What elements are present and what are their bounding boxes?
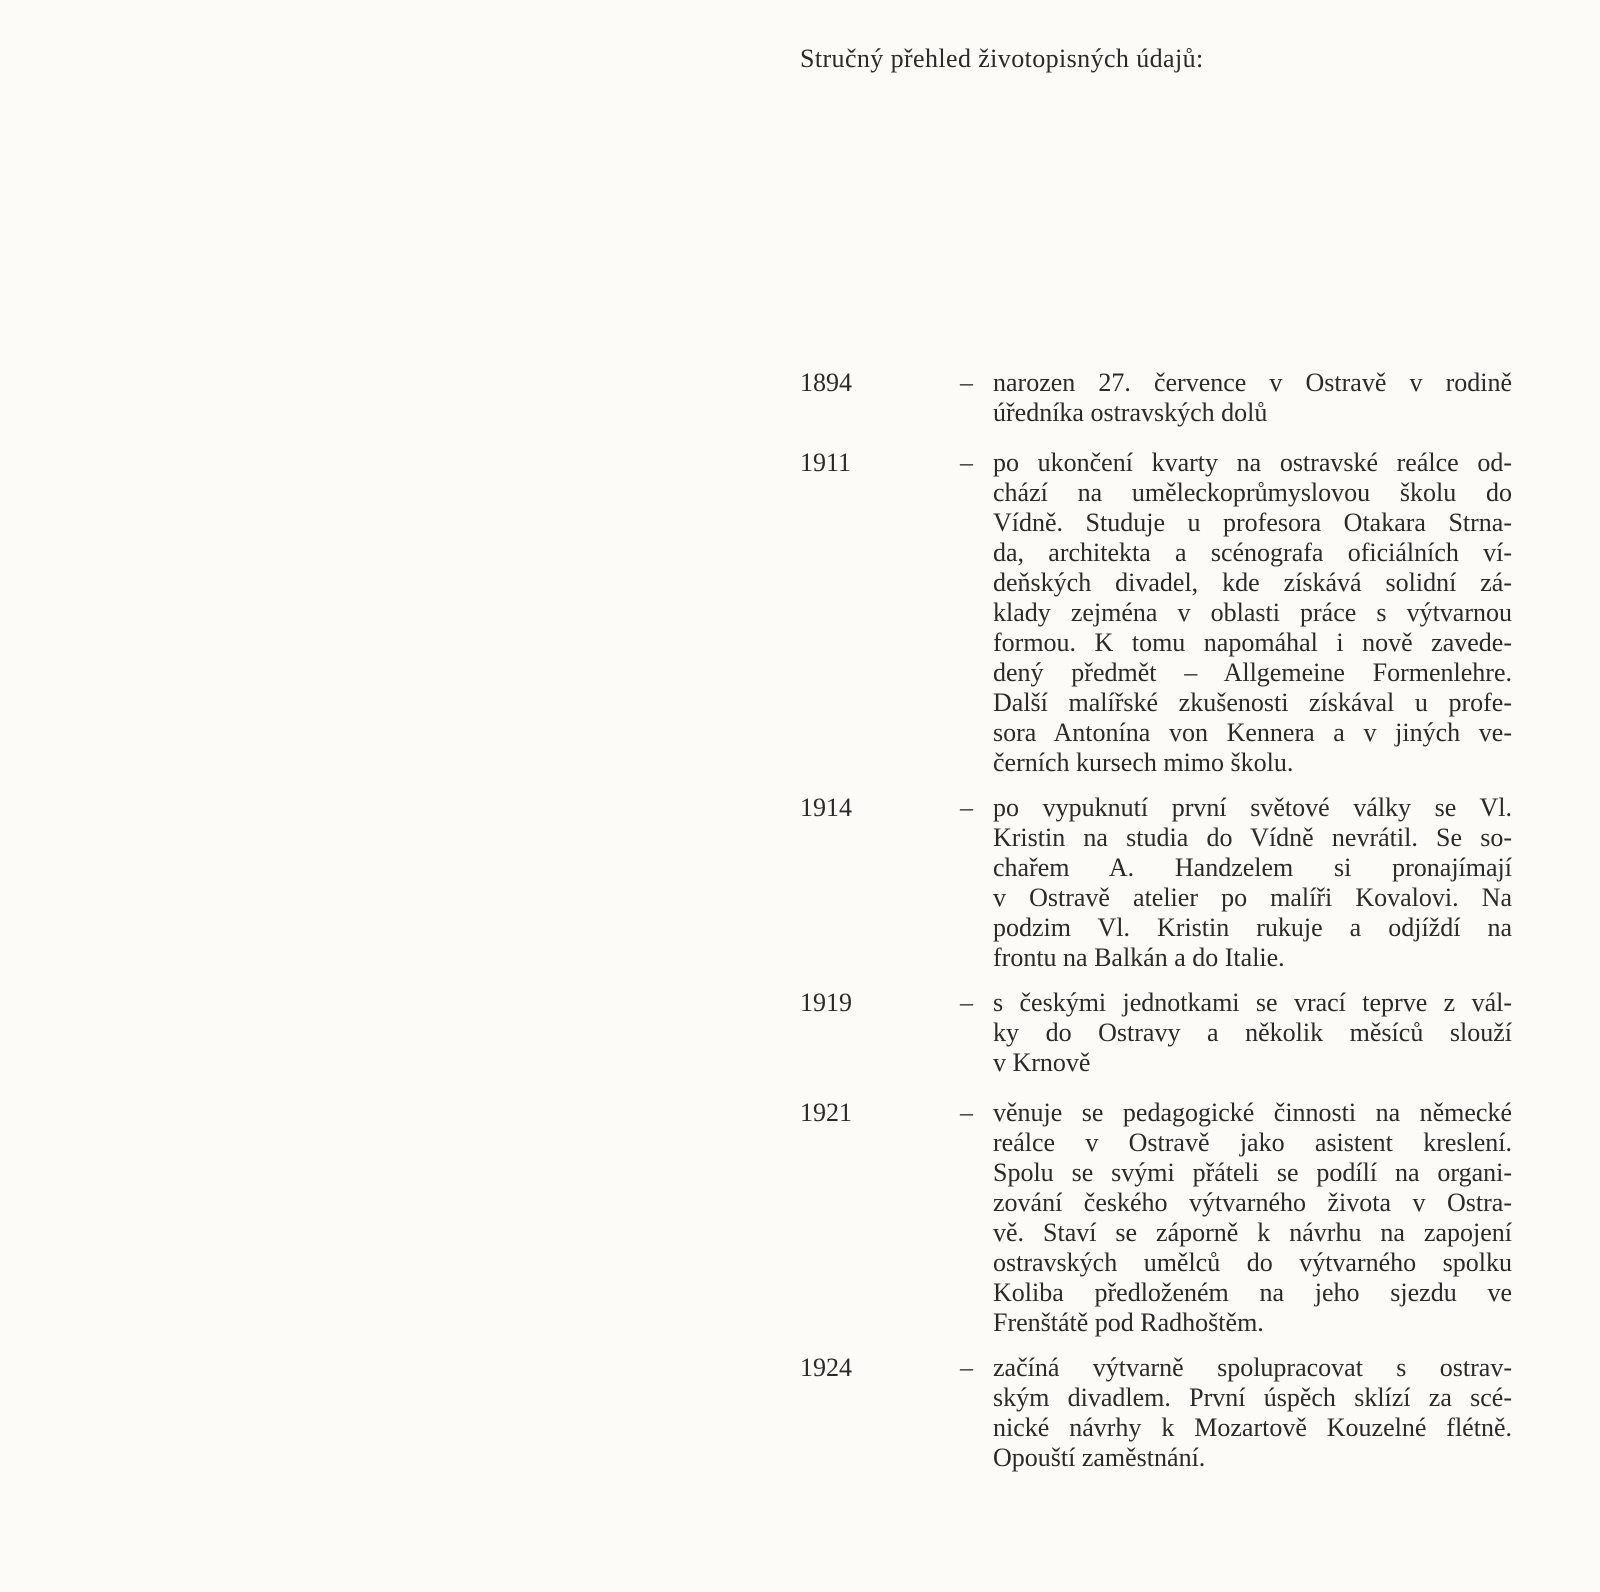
text-line: začíná výtvarně spolupracovat s ostrav- bbox=[993, 1353, 1512, 1382]
text-line: Koliba předloženém na jeho sjezdu ve bbox=[993, 1278, 1512, 1307]
text-line: Spolu se svými přáteli se podílí na organi- bbox=[993, 1158, 1512, 1187]
text-line: v Krnově bbox=[993, 1048, 1091, 1077]
text-line: chařem A. Handzelem si pronajímají bbox=[993, 853, 1512, 882]
entry-year: 1921 bbox=[800, 1098, 852, 1127]
entry-text bbox=[993, 368, 1512, 428]
text-line: podzim Vl. Kristin rukuje a odjíždí na bbox=[993, 913, 1512, 942]
text-line: narozen 27. července v Ostravě v rodině bbox=[993, 368, 1512, 397]
entry-year: 1919 bbox=[800, 988, 852, 1017]
text-line: reálce v Ostravě jako asistent kreslení. bbox=[993, 1128, 1512, 1157]
text-line: nické návrhy k Mozartově Kouzelné flétně. bbox=[993, 1413, 1512, 1442]
entry-dash: – bbox=[960, 1098, 973, 1127]
text-line: černích kursech mimo školu. bbox=[993, 748, 1294, 777]
text-line: Vídně. Studuje u profesora Otakara Strna- bbox=[993, 508, 1512, 537]
entry-text bbox=[993, 793, 1512, 973]
entry-text bbox=[993, 448, 1512, 778]
text-line: zování českého výtvarného života v Ostra- bbox=[993, 1188, 1512, 1217]
entry-text bbox=[993, 1098, 1512, 1338]
entry-dash: – bbox=[960, 988, 973, 1017]
text-line: chází na uměleckoprůmyslovou školu do bbox=[993, 478, 1512, 507]
text-line: ostravských umělců do výtvarného spolku bbox=[993, 1248, 1512, 1277]
entry-year: 1924 bbox=[800, 1353, 852, 1382]
entry-text bbox=[993, 1353, 1512, 1473]
entry-year: 1914 bbox=[800, 793, 852, 822]
text-line: klady zejména v oblasti práce s výtvarnou bbox=[993, 598, 1512, 627]
text-line: po vypuknutí první světové války se Vl. bbox=[993, 793, 1512, 822]
text-line: vě. Staví se záporně k návrhu na zapojení bbox=[993, 1218, 1512, 1247]
entry-dash: – bbox=[960, 1353, 973, 1382]
text-line: ským divadlem. První úspěch sklízí za scé- bbox=[993, 1383, 1512, 1412]
text-line: věnuje se pedagogické činnosti na německé bbox=[993, 1098, 1512, 1127]
text-line: da, architekta a scénografa oficiálních ví- bbox=[993, 538, 1512, 567]
text-line: s českými jednotkami se vrací teprve z vál- bbox=[993, 988, 1512, 1017]
text-line: Další malířské zkušenosti získával u profe- bbox=[993, 688, 1512, 717]
entry-dash: – bbox=[960, 368, 973, 397]
page-title: Stručný přehled životopisných údajů: bbox=[800, 44, 1204, 73]
text-line: deňských divadel, kde získává solidní zá- bbox=[993, 568, 1512, 597]
text-line: formou. K tomu napomáhal i nově zavede- bbox=[993, 628, 1512, 657]
entry-year: 1894 bbox=[800, 368, 852, 397]
text-line: v Ostravě atelier po malíři Kovalovi. Na bbox=[993, 883, 1512, 912]
text-line: dený předmět – Allgemeine Formenlehre. bbox=[993, 658, 1512, 687]
text-line: po ukončení kvarty na ostravské reálce od- bbox=[993, 448, 1512, 477]
text-line: Opouští zaměstnání. bbox=[993, 1443, 1206, 1472]
entry-dash: – bbox=[960, 793, 973, 822]
entry-text bbox=[993, 988, 1512, 1078]
entry-dash: – bbox=[960, 448, 973, 477]
text-line: sora Antonína von Kennera a v jiných ve- bbox=[993, 718, 1512, 747]
text-line: frontu na Balkán a do Italie. bbox=[993, 943, 1285, 972]
text-line: Kristin na studia do Vídně nevrátil. Se so- bbox=[993, 823, 1512, 852]
entry-year: 1911 bbox=[800, 448, 852, 477]
text-line: úředníka ostravských dolů bbox=[993, 398, 1268, 427]
text-line: Frenštátě pod Radhoštěm. bbox=[993, 1308, 1264, 1337]
text-line: ky do Ostravy a několik měsíců slouží bbox=[993, 1018, 1512, 1047]
